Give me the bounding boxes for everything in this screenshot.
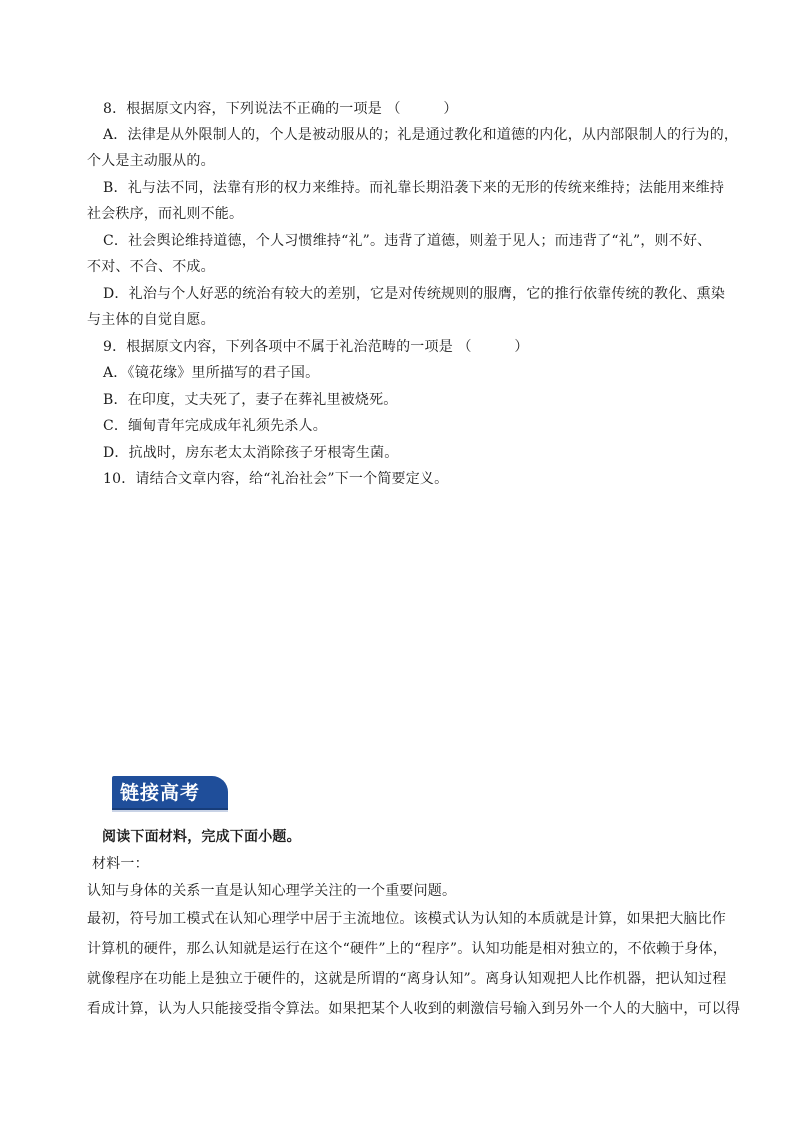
- section-divider: [112, 810, 228, 812]
- q8-option-b: B．礼与法不同，法靠有形的权力来维持。而礼靠长期沿袭下来的无形的传统来维持；法能用来维持: [103, 180, 725, 196]
- q8-option-c-cont: 不对、不合、不成。: [87, 259, 215, 275]
- q8-option-a: A．法律是从外限制人的，个人是被动服从的；礼是通过教化和道德的内化，从内部限制人的行为的，: [103, 127, 739, 143]
- material-paragraph-2-line-3: 就像程序在功能上是独立于硬件的，这就是所谓的“离身认知”。离身认知观把人比作机器，把认知过程: [87, 971, 727, 987]
- material-paragraph-2-line-4: 看成计算，认为人只能接受指令算法。如果把某个人收到的刺激信号输入到另外一个人的大脑中，可以得: [87, 1001, 741, 1017]
- material-paragraph-2-line-2: 计算机的硬件，那么认知就是运行在这个“硬件”上的“程序”。认知功能是相对独立的，不依赖于身体，: [87, 941, 728, 957]
- q9-option-c: C．缅甸青年完成成年礼须先杀人。: [103, 418, 327, 434]
- material-paragraph-1: 认知与身体的关系一直是认知心理学关注的一个重要问题。: [87, 883, 457, 899]
- q9-option-b: B．在印度，丈夫死了，妻子在葬礼里被烧死。: [103, 392, 398, 408]
- q9-stem: 9．根据原文内容，下列各项中不属于礼治范畴的一项是 （ ）: [103, 339, 529, 355]
- section-title: 链接高考: [120, 782, 201, 804]
- q9-option-a: A．《镜花缘》里所描写的君子国。: [103, 365, 320, 381]
- material-label: 材料一：: [92, 856, 149, 872]
- q8-option-b-cont: 社会秩序，而礼则不能。: [87, 206, 244, 222]
- q8-option-a-cont: 个人是主动服从的。: [87, 153, 215, 169]
- reading-instruction: 阅读下面材料，完成下面小题。: [102, 829, 301, 845]
- q10-stem: 10．请结合文章内容，给“礼治社会”下一个简要定义。: [103, 471, 449, 487]
- section-banner: [112, 776, 228, 810]
- q8-option-d: D．礼治与个人好恶的统治有较大的差别，它是对传统规则的服膺，它的推行依靠传统的教化、熏染: [103, 286, 726, 302]
- q8-option-d-cont: 与主体的自觉自愿。: [87, 312, 215, 328]
- material-paragraph-2-line-1: 最初，符号加工模式在认知心理学中居于主流地位。该模式认为认知的本质就是计算，如果把大脑比作: [87, 911, 726, 927]
- q9-option-d: D．抗战时，房东老太太消除孩子牙根寄生菌。: [103, 445, 399, 461]
- q8-stem: 8．根据原文内容，下列说法不正确的一项是 （ ）: [103, 101, 458, 117]
- q8-option-c: C．社会舆论维持道德，个人习惯维持“礼”。违背了道德，则羞于见人；而违背了“礼”，则不好、: [103, 233, 712, 249]
